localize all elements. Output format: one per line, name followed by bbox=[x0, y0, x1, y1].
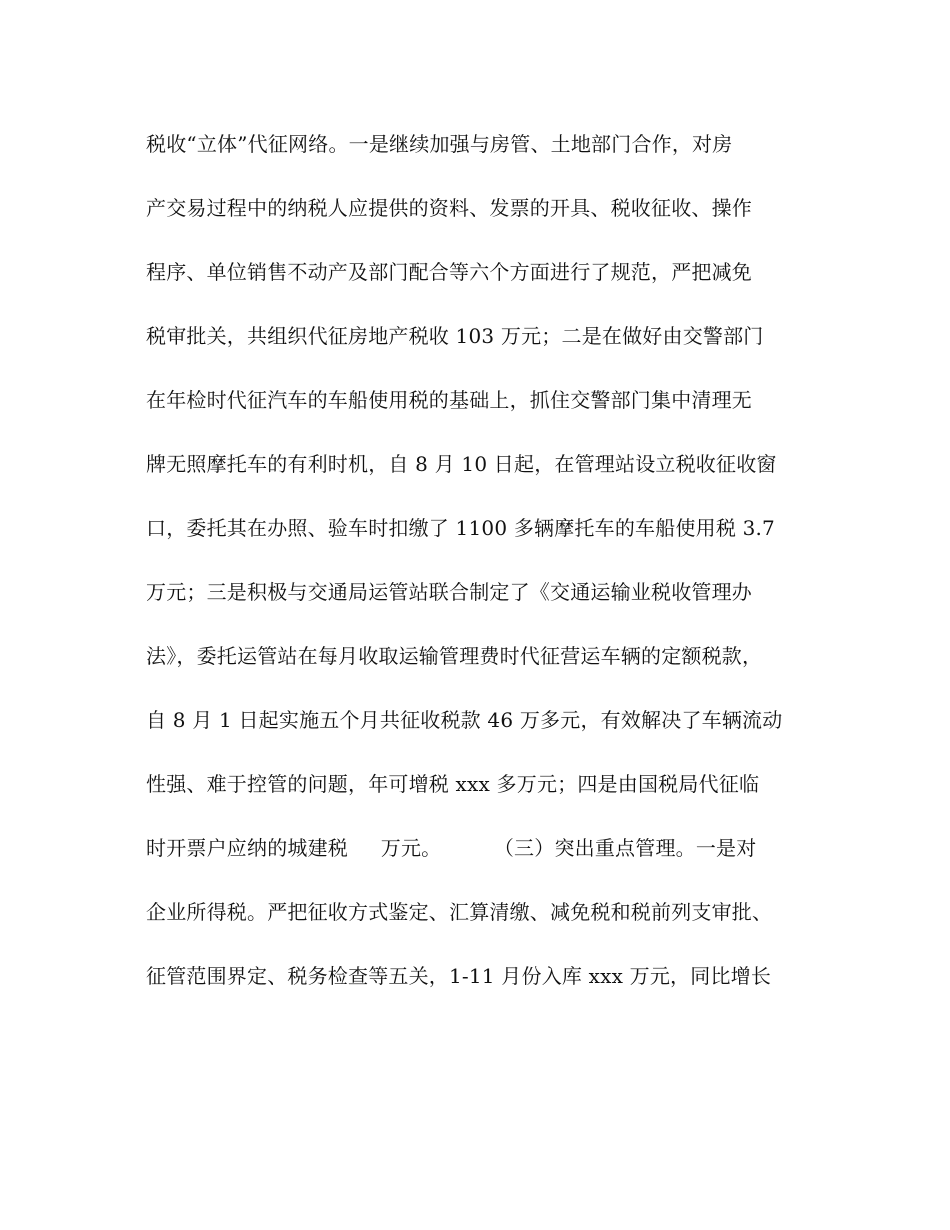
text-line: 程序、单位销售不动产及部门配合等六个方面进行了规范，严把减免 bbox=[146, 260, 752, 284]
text-line: 法》，委托运管站在每月收取运输管理费时代征营运车辆的定额税款， bbox=[146, 644, 763, 668]
text-line: 万元；三是积极与交通局运管站联合制定了《交通运输业税收管理办 bbox=[146, 580, 752, 604]
text-line: 产交易过程中的纳税人应提供的资料、发票的开具、税收征收、操作 bbox=[146, 196, 752, 220]
text-line: 口，委托其在办照、验车时扣缴了 1100 多辆摩托车的车船使用税 3.7 bbox=[146, 516, 775, 540]
text-line: 征管范围界定、税务检查等五关，1-11 月份入库 xxx 万元，同比增长 bbox=[146, 964, 772, 988]
body-text bbox=[146, 112, 816, 1008]
text-line: 在年检时代征汽车的车船使用税的基础上，抓住交警部门集中清理无 bbox=[146, 388, 752, 412]
text-line: 时开票户应纳的城建税 万元。 （三）突出重点管理。一是对 bbox=[146, 836, 757, 860]
text-line: 税收“立体”代征网络。一是继续加强与房管、土地部门合作，对房 bbox=[146, 132, 733, 156]
text-line: 牌无照摩托车的有利时机，自 8 月 10 日起，在管理站设立税收征收窗 bbox=[146, 452, 777, 476]
text-line: 税审批关，共组织代征房地产税收 103 万元；二是在做好由交警部门 bbox=[146, 324, 764, 348]
text-line: 性强、难于控管的问题，年可增税 xxx 多万元；四是由国税局代征临 bbox=[146, 772, 760, 796]
text-line: 企业所得税。严把征收方式鉴定、汇算清缴、减免税和税前列支审批、 bbox=[146, 900, 773, 924]
text-line: 自 8 月 1 日起实施五个月共征收税款 46 万多元，有效解决了车辆流动 bbox=[146, 708, 783, 732]
